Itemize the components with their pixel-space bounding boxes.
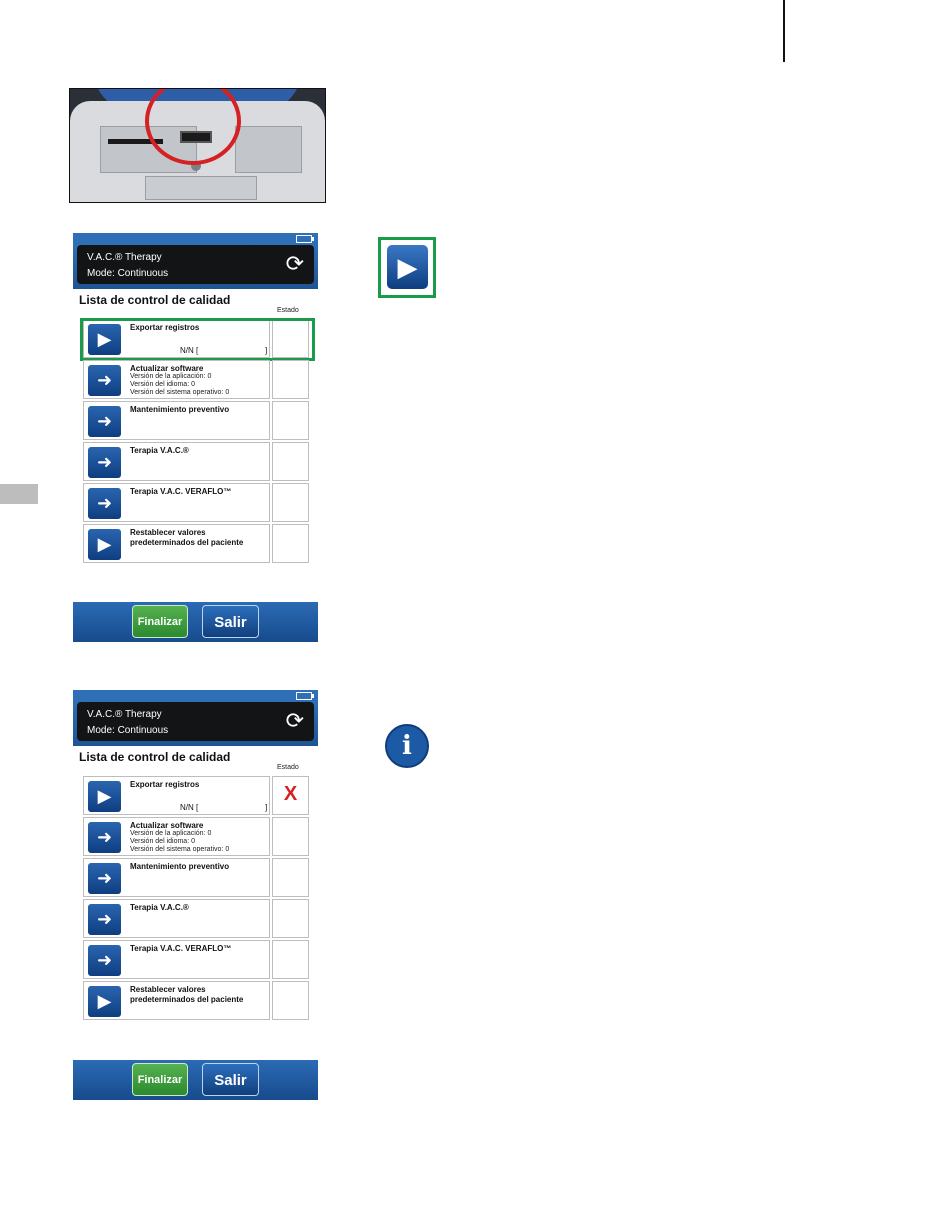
checklist-row-veraflo-therapy — [83, 940, 309, 979]
play-icon[interactable]: ▶ — [88, 986, 121, 1017]
row-status-cell — [272, 360, 309, 399]
row-status-cell — [272, 776, 309, 815]
arrow-right-icon[interactable]: ➜ — [88, 406, 121, 437]
row-status-cell — [272, 442, 309, 481]
row-status-cell — [272, 483, 309, 522]
language-version: Versión del idioma: 0 — [130, 381, 195, 388]
checklist-row-restore-defaults — [83, 981, 309, 1020]
checklist-row-export-logs — [83, 776, 309, 815]
os-version: Versión del sistema operativo: 0 — [130, 389, 230, 396]
therapy-title: V.A.C.® Therapy — [87, 709, 162, 720]
checklist-row-preventive-maintenance — [83, 858, 309, 897]
screen-2-footer — [73, 1060, 318, 1100]
row-label: Mantenimiento preventivo — [130, 862, 230, 871]
row-status-cell — [272, 401, 309, 440]
checklist-row-veraflo-therapy — [83, 483, 309, 522]
list-title: Lista de control de calidad — [79, 293, 231, 307]
row-label: Exportar registros — [130, 780, 200, 789]
row-label-line-1: Restablecer valores — [130, 985, 206, 994]
battery-icon — [296, 235, 312, 243]
arrow-right-icon[interactable]: ➜ — [88, 904, 121, 935]
status-column-header: Estado — [277, 307, 299, 314]
exit-button[interactable]: Salir — [202, 1063, 259, 1096]
screen-header — [73, 700, 318, 746]
status-bar — [73, 233, 318, 243]
row-status-cell — [272, 817, 309, 856]
row-label: Mantenimiento preventivo — [130, 405, 230, 414]
play-icon[interactable]: ▶ — [88, 781, 121, 812]
row-status-cell — [272, 981, 309, 1020]
failed-x-icon: X — [283, 783, 298, 805]
play-icon[interactable]: ▶ — [88, 529, 121, 560]
arrow-right-icon[interactable]: ➜ — [88, 447, 121, 478]
screen-header — [73, 243, 318, 289]
row-label: Actualizar software — [130, 821, 204, 830]
page-edge-rule — [783, 0, 785, 62]
status-column-header: Estado — [277, 764, 299, 771]
row-status-cell — [272, 899, 309, 938]
device-base — [145, 176, 257, 200]
finalize-button[interactable]: Finalizar — [132, 605, 188, 638]
arrow-right-icon[interactable]: ➜ — [88, 863, 121, 894]
section-tab — [0, 484, 38, 504]
quality-checklist-screen-1 — [73, 233, 318, 554]
serial-number-bracket: ] — [265, 803, 268, 812]
finalize-button[interactable]: Finalizar — [132, 1063, 188, 1096]
refresh-icon[interactable]: ⟳ — [285, 251, 304, 276]
serial-number-bracket: ] — [265, 346, 268, 355]
row-label: Exportar registros — [130, 323, 200, 332]
checklist-row-update-software — [83, 817, 309, 856]
exit-button[interactable]: Salir — [202, 605, 259, 638]
battery-icon — [296, 692, 312, 700]
checklist-row-preventive-maintenance — [83, 401, 309, 440]
row-label-line-2: predeterminados del paciente — [130, 538, 244, 547]
quality-checklist-screen-2 — [73, 690, 318, 1011]
therapy-mode: Mode: Continuous — [87, 268, 169, 279]
status-bar — [73, 690, 318, 700]
row-label: Actualizar software — [130, 364, 204, 373]
arrow-right-icon[interactable]: ➜ — [88, 822, 121, 853]
language-version: Versión del idioma: 0 — [130, 838, 195, 845]
row-label: Terapia V.A.C.® — [130, 903, 189, 912]
play-button-callout — [378, 237, 436, 298]
checklist-row-vac-therapy — [83, 442, 309, 481]
os-version: Versión del sistema operativo: 0 — [130, 846, 230, 853]
row-label-line-2: predeterminados del paciente — [130, 995, 244, 1004]
checklist-row-restore-defaults — [83, 524, 309, 563]
checklist-row-vac-therapy — [83, 899, 309, 938]
row-status-cell — [272, 858, 309, 897]
device-usb-port-photo — [69, 88, 326, 203]
screen-1-footer — [73, 602, 318, 642]
refresh-icon[interactable]: ⟳ — [285, 708, 304, 733]
arrow-right-icon[interactable]: ➜ — [88, 488, 121, 519]
row-label-line-1: Restablecer valores — [130, 528, 206, 537]
serial-number-field: N/N [ — [180, 803, 199, 812]
checklist-row-update-software — [83, 360, 309, 399]
app-version: Versión de la aplicación: 0 — [130, 373, 212, 380]
play-icon[interactable]: ▶ — [387, 245, 428, 289]
row-label: Terapia V.A.C. VERAFLO™ — [130, 944, 232, 953]
device-panel-right — [235, 126, 302, 173]
therapy-title: V.A.C.® Therapy — [87, 252, 162, 263]
selected-row-highlight — [80, 318, 315, 361]
play-icon[interactable]: ▶ — [88, 324, 121, 355]
row-status-cell — [272, 940, 309, 979]
list-title: Lista de control de calidad — [79, 750, 231, 764]
info-icon: i — [385, 724, 429, 768]
row-label: Terapia V.A.C. VERAFLO™ — [130, 487, 232, 496]
therapy-mode: Mode: Continuous — [87, 725, 169, 736]
serial-number-field: N/N [ — [180, 346, 199, 355]
arrow-right-icon[interactable]: ➜ — [88, 945, 121, 976]
row-status-cell — [272, 524, 309, 563]
row-label: Terapia V.A.C.® — [130, 446, 189, 455]
app-version: Versión de la aplicación: 0 — [130, 830, 212, 837]
arrow-right-icon[interactable]: ➜ — [88, 365, 121, 396]
